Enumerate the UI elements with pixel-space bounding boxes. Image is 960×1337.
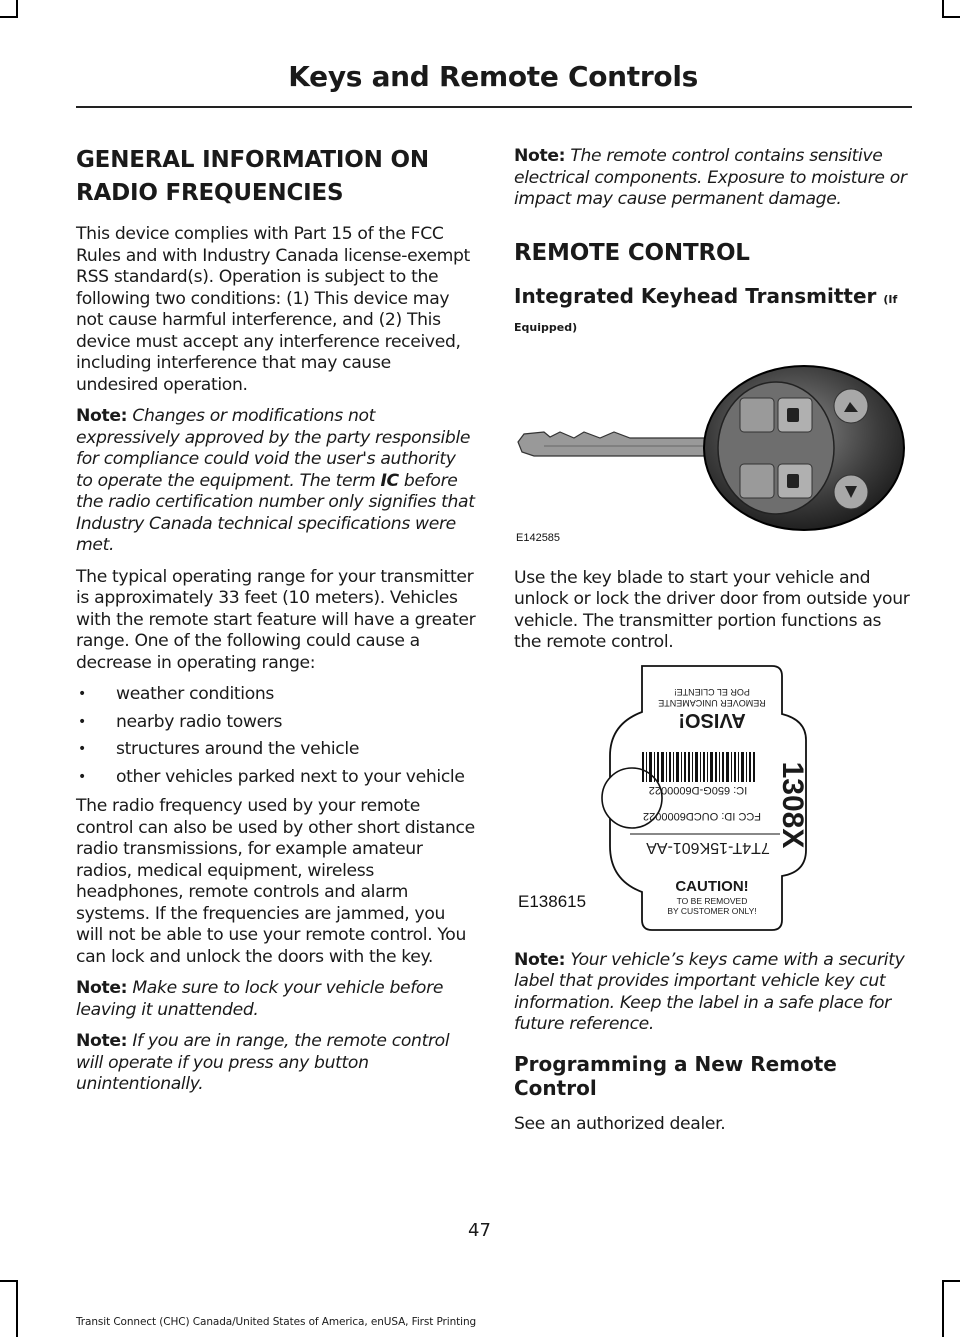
- note-label: Note:: [514, 949, 566, 970]
- header-divider: [76, 106, 912, 108]
- dealer-paragraph: See an authorized dealer.: [514, 1113, 726, 1134]
- note-text: Your vehicle’s keys came with a security label that provides important vehicle key cut information. Keep the label in a safe place for future reference.: [514, 949, 905, 1034]
- tag-fcc-id: FCC ID: OUCD6000022: [643, 809, 761, 822]
- note-text: The remote control contains sensitive electrical components. Exposure to moisture or impact may cause permanent damage.: [514, 146, 907, 209]
- list-item: • nearby radio towers: [76, 712, 476, 734]
- page-number: 47: [468, 1220, 491, 1241]
- left-column: [76, 140, 476, 1106]
- tag-caution: [642, 878, 782, 916]
- subheading-if: (If: [883, 292, 898, 306]
- key-figure: [514, 346, 910, 546]
- subheading-main: Integrated Keyhead Transmitter: [514, 283, 877, 308]
- note-security-label: [514, 950, 910, 1036]
- subheading-equipped: Equipped): [514, 320, 578, 334]
- fcc-compliance-paragraph: This device complies with Part 15 of the FCC Rules and with Industry Canada license-exempt RSS standard(s). Operation is subject to the following two conditions: (1) This device may not cause harmful interference, and (2) This device must accept any interference received, including interference that may cause undesired operation.: [76, 224, 470, 395]
- tag-ic-number: IC: 650G-D6000022: [648, 783, 748, 796]
- operating-range-paragraph: The typical operating range for your transmitter is approximately 33 feet (10 meters). Vehicles with the remote start feature will have a greater range. One of the following could cause a decrease in operating range:: [76, 566, 476, 673]
- tag-key-code: 1308X: [776, 761, 809, 848]
- tag-aviso-sub1: REMOVER UNICAMENTE: [658, 697, 766, 708]
- figure-label: E142585: [516, 531, 561, 544]
- frequency-paragraph: The radio frequency used by your remote control can also be used by other short distance radio transmissions, for example amateur radios, medical equipment, wireless headphones, remote controls and alarm systems. If the frequencies are jammed, you will not be able to use your remote control. You can lock and unlock the doors with the key.: [76, 796, 475, 967]
- note-in-range: [76, 1031, 476, 1096]
- subheading-programming: Programming a New Remote Control: [514, 1051, 837, 1100]
- note-text: If you are in range, the remote control will operate if you press any button unintentionally.: [76, 1031, 450, 1094]
- note-label: Note:: [76, 406, 128, 426]
- note-label: Note:: [76, 1031, 128, 1051]
- integrated-keyhead-icon: [514, 346, 910, 546]
- tag-aviso: AVISO!: [678, 708, 746, 731]
- note-label: Note:: [76, 978, 128, 998]
- note-text: before the radio certification number only signifies that Industry Canada technical specifications were met.: [76, 470, 475, 555]
- crop-mark: [0, 16, 18, 18]
- right-column: [514, 140, 910, 1145]
- subheading-keyhead-transmitter: [514, 284, 910, 340]
- note-lock-vehicle: [76, 978, 476, 1021]
- tag-caution-title: CAUTION!: [675, 877, 749, 895]
- note-ic-term: IC: [380, 470, 399, 491]
- crop-mark: [942, 1280, 960, 1282]
- note-text: Changes or modifications not expressively approved by the party responsible for compliance could void the user's authority to operate the equipment. The term: [76, 406, 471, 491]
- heading-line-1: GENERAL INFORMATION ON: [76, 147, 429, 173]
- crop-mark: [16, 1280, 18, 1337]
- list-item: • weather conditions: [76, 684, 476, 706]
- note-label: Note:: [514, 146, 566, 166]
- tag-part-number: 7T4T-15K601-AA: [646, 838, 770, 856]
- tag-caution-sub2: BY CUSTOMER ONLY!: [667, 905, 757, 916]
- note-sensitive-components: [514, 146, 910, 211]
- crop-mark: [0, 1280, 18, 1282]
- section-heading-radio: [76, 144, 476, 210]
- section-heading-remote-control: REMOTE CONTROL: [514, 239, 750, 266]
- crop-mark: [942, 16, 960, 18]
- note-modifications: [76, 406, 476, 557]
- range-factors-list: [76, 684, 476, 788]
- tag-aviso-sub2: POR EL CLIENTE!: [674, 686, 750, 697]
- list-item: • structures around the vehicle: [76, 739, 476, 761]
- tag-caution-sub1: TO BE REMOVED: [676, 895, 748, 906]
- key-blade-paragraph: Use the key blade to start your vehicle and unlock or lock the driver door from outside your vehicle. The transmitter portion functions as the remote control.: [514, 567, 910, 652]
- heading-line-2: RADIO FREQUENCIES: [76, 180, 344, 206]
- tag-upper-text: [642, 668, 782, 732]
- crop-mark: [942, 1280, 944, 1337]
- figure-label: E138615: [518, 891, 587, 911]
- list-item: • other vehicles parked next to your vehicle: [76, 767, 476, 789]
- note-text: Make sure to lock your vehicle before leaving it unattended.: [76, 978, 444, 1020]
- page-footer: Transit Connect (CHC) Canada/United States of America, enUSA, First Printing: [76, 1316, 477, 1328]
- security-tag-figure: [514, 660, 910, 942]
- page-header-title: Keys and Remote Controls: [288, 60, 698, 93]
